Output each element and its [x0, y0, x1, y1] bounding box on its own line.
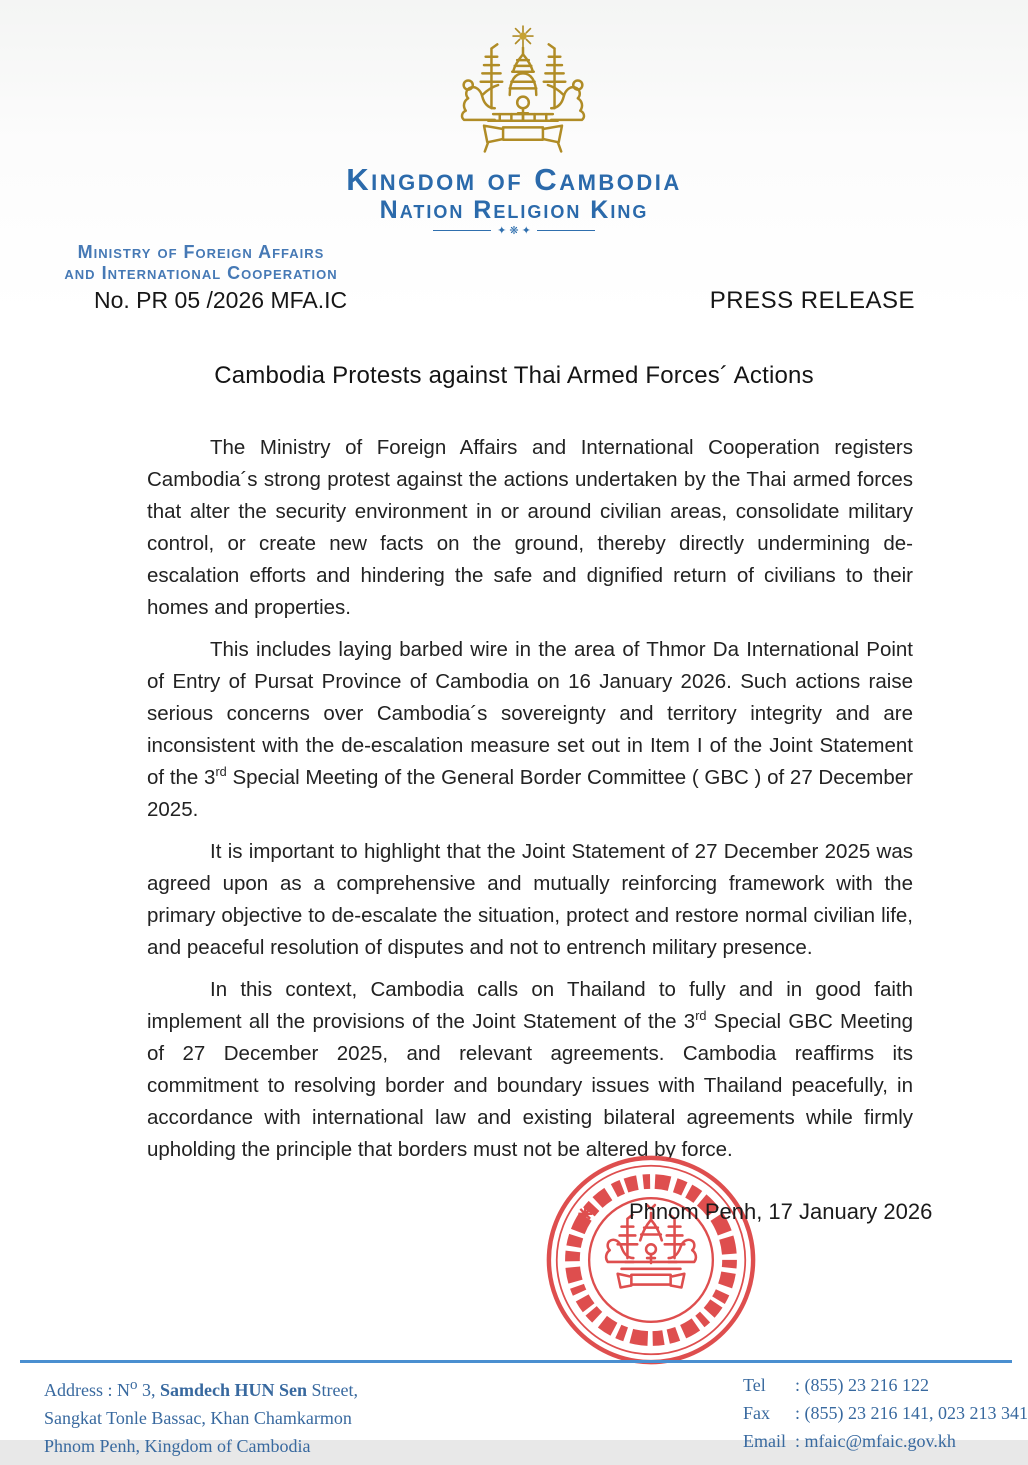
email-value: : mfaic@mfaic.gov.kh [795, 1431, 956, 1451]
place-date-line: Phnom Penh, 17 January 2026 [629, 1199, 933, 1224]
address-line-3: Phnom Penh, Kingdom of Cambodia [44, 1436, 311, 1456]
paragraph-3: It is important to highlight that the Joint Statement of 27 December 2025 was agreed upon as a comprehensive and mutually reinforcing framework with the primary objective to de-escalate the situation, protect and restore normal civilian life, and peaceful resolution of disputes and not to entrench military presence. [147, 840, 913, 959]
ministry-line-1: Ministry of Foreign Affairs [77, 242, 325, 262]
royal-arms-icon [440, 20, 606, 160]
press-release-title: Cambodia Protests against Thai Armed Forces´ Actions [214, 362, 814, 389]
footer-contact-block [743, 1376, 1028, 1460]
address-line-2: Sangkat Tonle Bassac, Khan Chamkarmon [44, 1408, 352, 1428]
paragraph-1: The Ministry of Foreign Affairs and International Cooperation registers Cambodia´s strong protest against the actions undertaken by the Thai armed forces that alter the security environment in or around civilian areas, consolidate military control, or create new facts on the ground, thereby directly undermining de-escalation efforts and hindering the safe and dignified return of civilians to their homes and properties. [147, 436, 913, 619]
ministry-name [40, 242, 362, 284]
press-release-body [147, 432, 913, 1176]
fax-label: Fax [743, 1403, 770, 1423]
ministry-seal-icon [543, 1152, 759, 1368]
tel-value: : (855) 23 216 122 [795, 1375, 929, 1395]
national-motto: Nation Religion King [379, 196, 649, 224]
email-row [743, 1432, 1028, 1451]
ministry-line-2: and International Cooperation [64, 263, 338, 283]
address-line-1: Address : $N^o$ 3, Samdech HUN Sen Street, [44, 1377, 359, 1400]
tel-row [743, 1376, 1028, 1395]
fax-row [743, 1404, 1028, 1423]
email-label: Email [743, 1431, 786, 1451]
footer-address-block [44, 1376, 358, 1465]
document-number: No. PR 05 /2026 MFA.IC [94, 287, 348, 313]
paragraph-4: In this context, Cambodia calls on Thailand to fully and in good faith implement all the provisions of the Joint Statement of the 3rd Special GBC Meeting of 27 December 2025, and relevant agreements. Cambodia reaffirms its commitment to resolving border and boundary issues with Thailand peacefully, in accordance with international law and existing bilateral agreements while firmly upholding the principle that borders must not be altered by force. [147, 978, 913, 1161]
tel-label: Tel [743, 1375, 766, 1395]
document-type-label: PRESS RELEASE [709, 287, 915, 314]
kingdom-title: Kingdom of Cambodia [346, 162, 682, 197]
fax-value: : (855) 23 216 141, 023 213 341 [795, 1403, 1028, 1423]
footer-divider [20, 1360, 1012, 1363]
divider-ornament-icon: ✦ ❋ ✦ [0, 224, 1028, 237]
paragraph-2: This includes laying barbed wire in the area of Thmor Da International Point of Entry of Pursat Province of Cambodia on 16 January 2026. Such actions raise serious concerns over Cambodia´s sovereignty and territory integrity and are inconsistent with the de-escalation measure set out in Item I of the Joint Statement of the 3rd Special Meeting of the General Border Committee ( GBC ) of 27 December 2025. [147, 638, 913, 821]
